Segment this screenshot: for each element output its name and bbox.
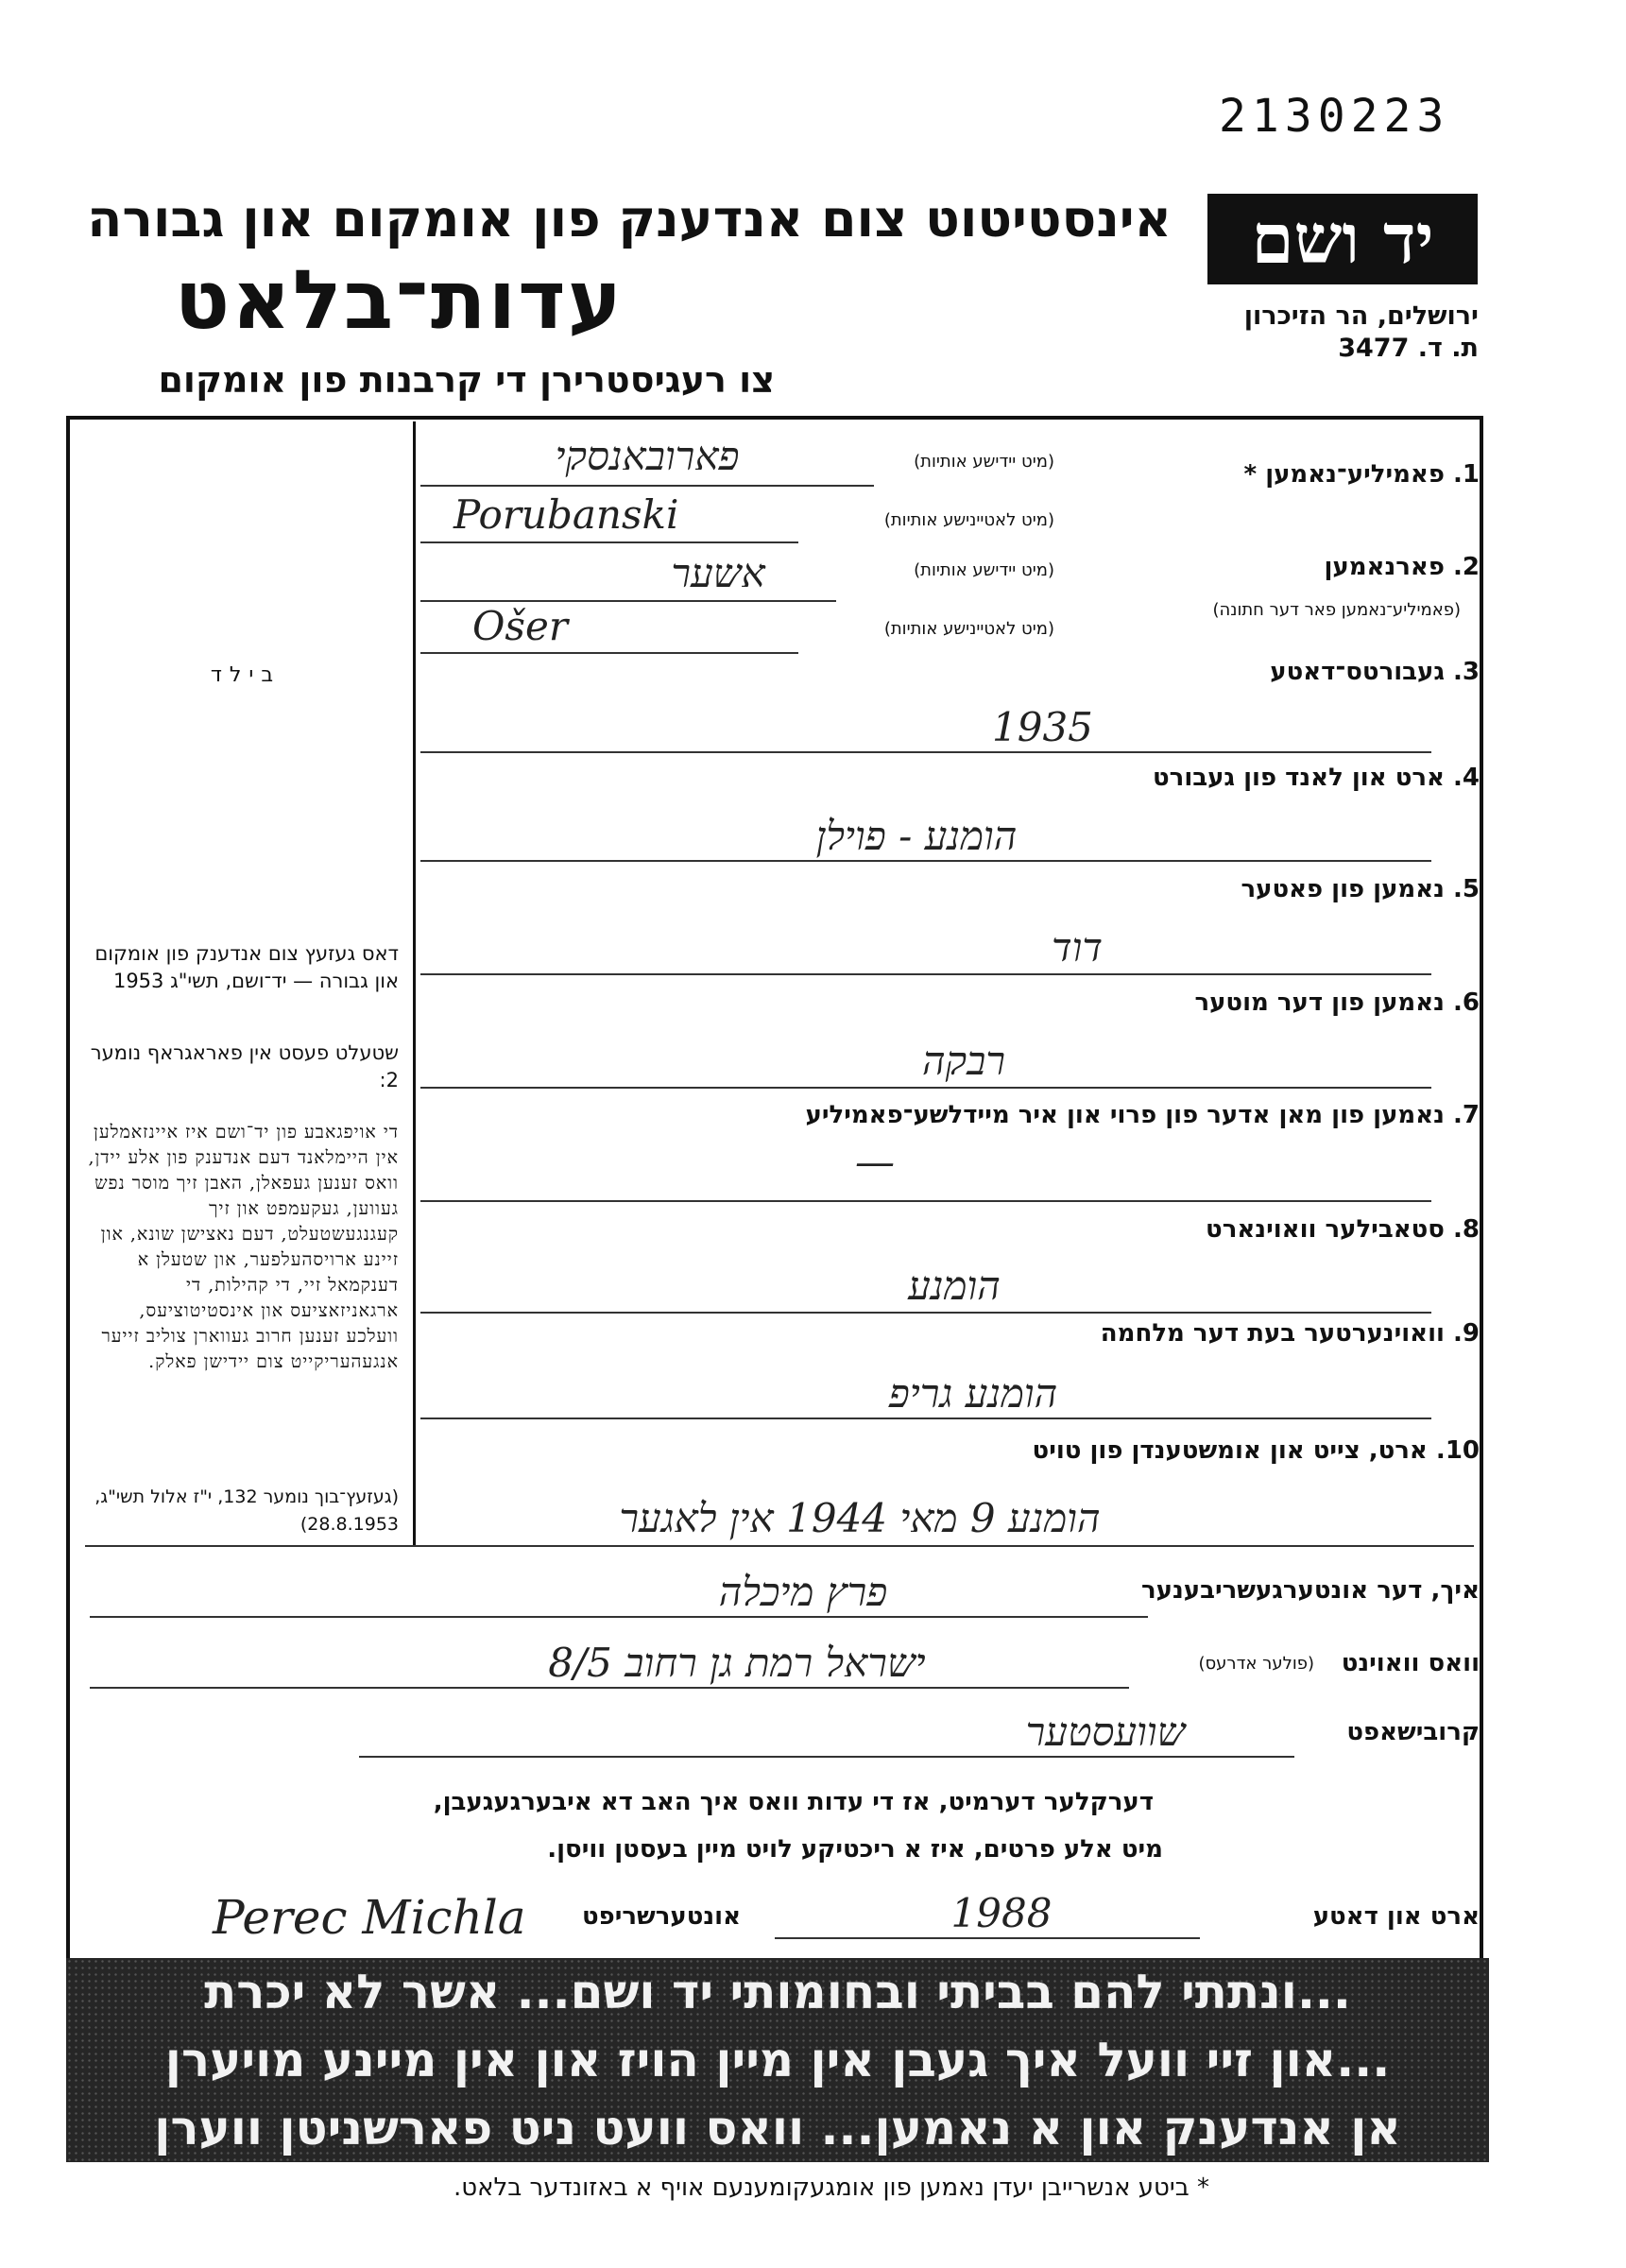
- signature-label: אונטערשריפט: [581, 1902, 742, 1931]
- wartime-residence-value[interactable]: הומנע גריפ: [888, 1370, 1058, 1417]
- birthplace-value[interactable]: הומנע - פוילן: [815, 813, 1018, 859]
- field-number: 6.: [1453, 988, 1480, 1017]
- field-2-label: [1325, 553, 1481, 581]
- field-label: ארט און לאנד פון געבורט: [1153, 764, 1445, 792]
- quote-line-2: ...און זיי וועל איך געבן אין מיין הויז און אין מיינע מויערן: [164, 2033, 1391, 2088]
- firstname-yiddish-value[interactable]: אשער: [671, 550, 765, 596]
- spouse-name-value[interactable]: —: [855, 1139, 895, 1185]
- quote-line-3: אן אנדענק און א נאמען... וואס וועט ניט פארשניטן ווערן: [154, 2101, 1401, 2156]
- field-label: פאמיליע־נאמען *: [1243, 460, 1445, 489]
- mother-name-value[interactable]: רבקה: [922, 1038, 1005, 1084]
- photo-label: בילד: [210, 663, 282, 687]
- residence-value[interactable]: הומנע: [908, 1263, 1001, 1309]
- field-7-label: [806, 1101, 1481, 1129]
- document-number: 2130223: [1219, 90, 1450, 143]
- page-title: עדות־בלאט: [174, 253, 624, 348]
- law-paragraph-title: דאס געזעץ צום אנדענק פון אומקום און גבורה — יד־ושם, תשי"ג 1953: [94, 942, 399, 992]
- writer-label: איך, דער אונטערגעשריבענער: [1141, 1576, 1480, 1605]
- logo-address-line: ירושלים, הר הזיכרון: [1243, 301, 1479, 331]
- firstname-yiddish-line: [420, 600, 836, 602]
- logo-address: [1172, 301, 1479, 365]
- declaration-line-1: דערקלער דערמיט, אז די עדות וואס איך האב דא איבערגעגעבן,: [433, 1788, 1154, 1816]
- institute-heading: אינסטיטוט צום אנדענק פון אומקום און גבורה: [87, 189, 1172, 249]
- hint-yiddish: (מיט יידישע אותיות): [914, 560, 1054, 580]
- signature-value[interactable]: Perec Michla: [213, 1890, 526, 1945]
- quote-banner: [66, 1958, 1489, 2162]
- address-value[interactable]: ישראל רמת גן רחוב 8/5: [548, 1640, 926, 1686]
- field-4-label: [1153, 764, 1480, 792]
- yad-vashem-logo: יד ושם: [1207, 194, 1478, 284]
- page-subtitle: צו רעגיסטרירן די קרבנות פון אומקום: [158, 359, 775, 401]
- field-10-label: [1033, 1436, 1480, 1465]
- field-2-note: (פאמיליע־נאמען פאר דער חתונה): [1212, 600, 1461, 620]
- declaration-line-2: מיט אלע פרטים, איז א ריכטיקע לויט מיין בעסטן וויסן.: [547, 1835, 1163, 1864]
- field-6-line: [420, 1087, 1431, 1089]
- field-label: נאמען פון דער מוטער: [1194, 988, 1445, 1017]
- law-paragraph-text: די אויפגאבע פון יד־ושם איז איינזאמלען אין היימלאנד דעם אנדענק פון אלע יידן, וואס זענען געפאלן, האבן זיך מוסר נפש געווען, געקעמפט און זיך קעגנגעשטעלט, דעם נאצישן שונא, און זיינע ארויסהעלפער, און שטעלן א דענקמאל זיי, די קהילות, די ארגאניזאציעס און אינסטיטוציעס, וועלכע זענען חרוב געווארן צוליב זייער אנגעהעריקייט צום יידישן פאלק.: [88, 1122, 399, 1372]
- law-citation: (געזעץ־בוך נומער 132, י"ז אלול תשי"ג, 28.8.1953): [94, 1486, 399, 1535]
- field-number: 3.: [1453, 658, 1480, 686]
- field-label: פארנאמען: [1324, 553, 1445, 581]
- death-details-value[interactable]: הומנע 9 מאי 1944 אין לאגער: [619, 1495, 1101, 1541]
- address-line: [90, 1687, 1129, 1689]
- surname-latin-line: [420, 541, 798, 543]
- field-7-line: [420, 1200, 1431, 1202]
- sidebar-divider: [413, 421, 416, 1546]
- birth-date-value[interactable]: 1935: [992, 704, 1093, 750]
- field-8-label: [1206, 1215, 1480, 1244]
- field-9-label: [1101, 1319, 1480, 1348]
- field-3-line: [420, 751, 1431, 753]
- firstname-latin-value[interactable]: Ošer: [472, 603, 568, 649]
- surname-latin-value[interactable]: Porubanski: [454, 491, 679, 538]
- quote-line-1: ...ונתתי להם בביתי ובחומותי יד ושם... אשר לא יכרת: [204, 1965, 1351, 2019]
- field-label: סטאבילער וואוינארט: [1206, 1215, 1445, 1244]
- field-label: נאמען פון מאן אדער פון פרוי און איר מיידלשע־פאמיליע: [805, 1101, 1445, 1129]
- footnote: * ביטע אנשרייבן יעדן נאמען פון אומגעקומענעם אויף א באזונדער בלאט.: [453, 2174, 1209, 2202]
- relation-line: [359, 1756, 1294, 1758]
- hint-yiddish: (מיט יידישע אותיות): [914, 452, 1054, 472]
- field-9-line: [420, 1418, 1431, 1419]
- field-number: 5.: [1453, 875, 1480, 903]
- father-name-value[interactable]: דוד: [1051, 924, 1104, 971]
- writer-line: [90, 1616, 1148, 1618]
- address-note: (פולער אדרעס): [1198, 1654, 1314, 1674]
- field-number: 8.: [1453, 1215, 1480, 1244]
- field-5-line: [420, 973, 1431, 975]
- place-date-value[interactable]: 1988: [950, 1890, 1053, 1936]
- field-4-line: [420, 860, 1431, 862]
- hint-latin: (מיט לאטיינישע אותיות): [883, 619, 1054, 639]
- logo-pobox: ת. ד. 3477: [1338, 334, 1479, 363]
- field-label: געבורטס־דאטע: [1270, 658, 1445, 686]
- field-number: 2.: [1453, 553, 1480, 581]
- field-number: 4.: [1453, 764, 1480, 792]
- relation-value[interactable]: שוועסטער: [1025, 1709, 1186, 1755]
- surname-yiddish-value[interactable]: פארובאנסקי: [555, 433, 740, 479]
- field-number: 1.: [1453, 460, 1480, 489]
- address-label: וואס וואוינט: [1341, 1649, 1480, 1677]
- field-number: 7.: [1453, 1101, 1480, 1129]
- field-label: וואוינערטער בעת דער מלחמה: [1100, 1319, 1445, 1348]
- surname-yiddish-line: [420, 485, 874, 487]
- field-1-label: [1244, 460, 1480, 489]
- field-3-label: [1270, 658, 1480, 686]
- relation-label: קרובישאפט: [1346, 1718, 1480, 1746]
- field-label: ארט, צייט און אומשטענדן פון טויט: [1032, 1436, 1428, 1465]
- firstname-latin-line: [420, 652, 798, 654]
- field-10-line: [85, 1545, 1474, 1547]
- field-number: 10.: [1435, 1436, 1480, 1465]
- field-label: נאמען פון פאטער: [1241, 875, 1445, 903]
- field-5-label: [1241, 875, 1480, 903]
- place-date-line: [775, 1937, 1200, 1939]
- field-number: 9.: [1453, 1319, 1480, 1348]
- hint-latin: (מיט לאטיינישע אותיות): [883, 510, 1054, 530]
- field-8-line: [420, 1312, 1431, 1314]
- writer-name-value[interactable]: פרץ מיכלה: [718, 1569, 888, 1615]
- place-date-label: ארט און דאטע: [1312, 1902, 1480, 1931]
- field-6-label: [1194, 988, 1480, 1017]
- law-paragraph-ref: שטעלט פעסט אין פאראגראף נומער 2:: [90, 1041, 399, 1091]
